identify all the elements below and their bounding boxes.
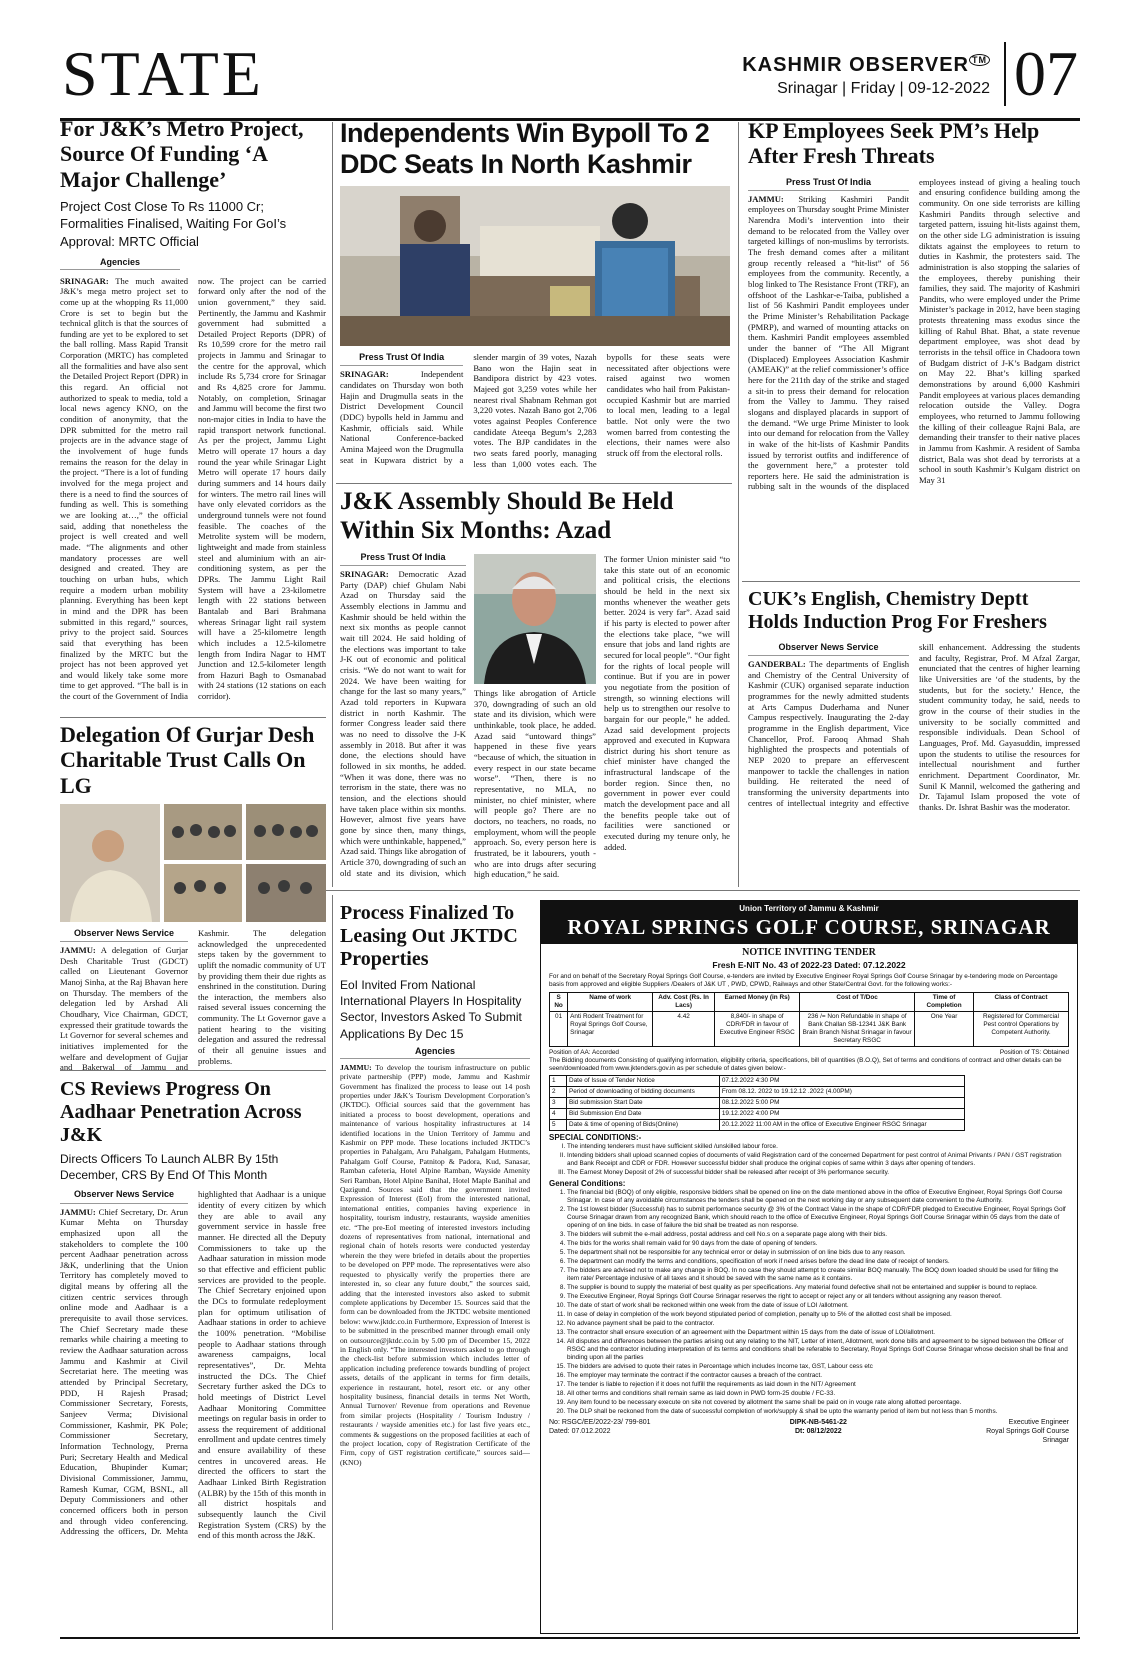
general-title: General Conditions: — [549, 1179, 626, 1189]
table-row: 01 Anti Rodent Treatment for Royal Springs Golf Course, Srinagar 4.42 8,840/- in shape of CDR/FDR in favour of Executive Engineer RSGC 236 /= Non Refundable in shape of Bank Challan SB-12341 J&K Bank Brain Branch Nishat Srinagar in favour Secretary RSGC One Year Registered for Commercial Pest control Operations by Competent Authority. — [550, 1012, 1069, 1047]
byline: Press Trust Of India — [340, 352, 463, 366]
list-item: 12. No advance payment shall be paid to the contractor. — [567, 1320, 1069, 1328]
column-divider — [332, 895, 333, 1630]
deck: Project Cost Close To Rs 11000 Cr; Formalities Finalised, Waiting For GoI’s Approval: MRTC Official — [60, 198, 287, 249]
list-item: 20. The DLP shall be reckoned from the date of successful completion of work/supply & shall be upto the warranty period of item but not less than 5 months. — [567, 1408, 1069, 1416]
dateline: SRINAGAR: — [60, 275, 109, 286]
article-bypoll — [340, 118, 730, 477]
headline: Process Finalized To Leasing Out JKTDC Properties — [340, 902, 518, 970]
position-ts: Position of TS: Obtained — [999, 1049, 1069, 1057]
headline: Independents Win Bypoll To 2 DDC Seats In North Kashmir — [340, 118, 710, 180]
list-item: 4. The bids for the works shall remain valid for 90 days from the date of opening of tenders. — [567, 1240, 1069, 1248]
article-body: Press Trust Of India JAMMU: Striking Kashmiri Pandit employees on Thursday sought Prime Minister Narendra Modi’s intervention into their demand to be relocated from the Valley over targeted killings of non-muslims by terrorists. The fresh demand comes after a militant group recently released a “hit-list” of 56 employees from the community. Recently, a blog linked to The Resistance Front (TRF), an offshoot of the Lashkar-e-Taiba, published a list of 56 Kashmiri Pandit employees under the Prime Minister’s Rehabilitation Package (PMRP), and warned of mounting attacks on them. Kashmiri Pandit employees assembled under the banner of “The All Migrant (Displaced) Employees Association Kashmir (AMEAK)” at the relief commissioner’s office here for the 211th day of the strike and staged a sit-in to press their demand for relocation from the Valley to Jammu. They raised slogans and displayed placards in support of the demand. “We urge Prime Minister to look into our demand for relocation from the Valley in wake of the hit-lists of Kashmir Pandits issued by terrorist outfits and indifference of the government here,” a protester told reporters here. He said the administration is rubbing salt in the wounds of the displaced employees instead of giving a healing touch and ensuring confidence building among the community. On one side terrorists are killing Kashmiri Pandits through selective and targeted pattern, issuing hit-lists against them, on the other side LG administration is issuing diktats against the employees to return to duties in Kashmir, the protesters said. The administration is also stopping the salaries of the employees, thereby punishing their families, they said. The majority of Kashmiri Pandits, who were employed under the Prime Minister’s package in 2012, have been staging protests threatening mass exodus since the killing of Rahul Bhat. Bhat, a state revenue department employee, was shot dead by terrorists in the tehsil office in Chadoora town of Budgam district of J-K’s Badgam district on May 22. Bhat’s killing sparked demonstrations by around 6,000 Kashmiri Pandit employees at various places demanding relocation outside the Valley. Dogra employees, who returned to Jammu following the killing of their colleague Rajni Bala, are demanding their transfer to their native places in Jammu from Kashmir. A resident of Samba district, Bala was shot dead by terrorists at a school in south Kashmir’s Kulgam district on May 31 — [748, 176, 1080, 492]
table-row: 3 Bid submission Start Date 08.12.2022 5:00 PM — [550, 1098, 965, 1109]
azad-photo — [474, 554, 596, 684]
tender-notice — [540, 900, 1078, 1634]
signatory-place: Srinagar — [1042, 1436, 1069, 1444]
list-item: 3. The bidders will submit the e-mail address, postal address and cell No.s on a separate page along with their bids. — [567, 1231, 1069, 1239]
row-divider — [60, 717, 326, 718]
article-jktdc — [340, 902, 530, 1593]
byline: Observer News Service — [748, 642, 909, 656]
list-item: 13. The contractor shall ensure execution of an agreement with the Department within 15 days from the date of issue of LOI/allotment. — [567, 1329, 1069, 1337]
article-body: Observer News Service JAMMU: Chief Secretary, Dr. Arun Kumar Mehta on Thursday emphasized upon all the stakeholders to complete the 100 percent Aadhaar penetration across J&K, underlining that the Union Territory has completely moved to digital means by offering all the citizen centric services through online mode and Aadhaar is a prerequisite to avail those services. The Chief Secretary made these remarks while chairing a meeting to review the Aadhaar saturation across Jammu and Kashmir at Civil Secretariat here. The meeting was attended by Principal Secretary, PDD, H Rajesh Prasad; Commissioner Secretary, Forests, Sanjeev Verma; Divisional Commissioner, Kashmir, PK Pole; Commissioner Secretary, Information Technology, Prerna Puri; Secretary Health and Medical Education, Bhupinder Kumar; Divisional Commissioner, Jammu, Ramesh Kumar, CGM, BSNL, all Deputy Commissioners and other concerned officers both in person and through video conferencing. Addressing the officers, Dr. Mehta highlighted that Aadhaar is a unique identity of every citizen by which they are able to avail any government service in hassle free manner. He directed all the Deputy Commissioners to take up the Aadhaar saturation in mission mode so that effective and efficient public services are provided to the people. The Chief Secretary enjoined upon the DCs to formulate redeployment plan for optimum utilisation of Aadhaar stations in order to achieve the 100% penetration. “Mobilise people to Aadhaar stations through awareness campaigns, local representatives”, Dr. Mehta instructed the DCs. The Chief Secretary further asked the DCs to hold meetings of District Level Aadhaar Monitoring Committee meetings on regular basis in order to assess the requirement of additional enrollment and update centres timely and ensure availability of these centres in uncovered areas. He directed the officers to start the Aadhaar Linked Birth Registration (ALBR) by the 15th of this month in all district hospitals and subsequently launch the Civil Registration System (CRS) by the end of this month across the J&K. — [60, 1189, 326, 1541]
section-title: STATE — [62, 38, 264, 109]
dipk-no: DIPK-NB-5461-22 — [789, 1419, 847, 1427]
article-body-col2: Things like abrogation of Article 370, downgrading of such an old state and its division, which were unthinkable, took place, he added. Azad said “untoward things” happened in these five years “because of which, the situation in every respect in our state became worse”. “Then, there is no representative, no MLA, no minister, no chief minister, where will people go? There are no doctors, no teachers, no roads, no employment, whom will the people approach. So, every person here is frustrated, be it labourers, youth - who are into drugs after securing high education,” he said. — [474, 688, 596, 880]
list-item: 1. The financial bid (BOQ) of only eligible, responsive bidders shall be opened on line on the date mentioned above in the office of Executive Engineer, Royal Springs Golf Course Srinagar. In case of any avoidable circumstances the tenders shall be opened on the next working day or any subsequent date convenient to the Authority. — [567, 1189, 1069, 1205]
list-item: 5. The department shall not be responsible for any technical error or delay in submission of on line bids due to any reason. — [567, 1249, 1069, 1257]
dateline: SRINAGAR: — [340, 369, 389, 380]
article-gurjar — [60, 722, 326, 1080]
table-row: 5 Date & time of opening of Bids(Online) 20.12.2022 11:00 AM in the office of Executive Engineer RSGC Srinagar — [550, 1120, 965, 1131]
list-item: 10. The date of start of work shall be reckoned within one week from the date of issue of LOI /allotment. — [567, 1302, 1069, 1310]
headline: Delegation Of Gurjar Desh Charitable Trust Calls On LG — [60, 722, 315, 798]
article-body: Observer News Service GANDERBAL: The departments of English and Chemistry of the Central University of Kashmir (CUK) organised separate induction programmes for the newly admitted students at Arts Campus Duderhama and Nuner Campus respectively. Inaugurating the 2-day programme in the English department, Vice Chancellor, Prof. Farooq Ahmad Shah highlighted the prospects and potentials of NEP 2020 to prepare an effervescent manpower to tackle the challenges in nation building. He reiterated the need of transforming the university departments into centres of intellectual integrity and effective skill enhancement. Addressing the students and faculty, Registrar, Prof. M Afzal Zargar, enunciated that the centres of higher learning like Universities are ‘of the students, by the students, but for the society.’ Hence, the student community today, he said, needs to grow in the course of their studies in the university to be socially committed and responsible individuals. Dean School of Languages, Prof. Md. Gayasuddin, impressed upon the students to utilise the resources for intellectual nourishment and further enrichment. Department Coordinator, Mr. Sunil K Mannil, welcomed the gathering and Dr. Tajamul Islam proposed the vote of thanks. Dr. Ishrat Bashir was the moderator. — [748, 642, 1080, 812]
dateline: JAMMU: — [60, 945, 96, 956]
tender-subtitle: NOTICE INVITING TENDER — [742, 947, 876, 959]
byline: Press Trust Of India — [340, 552, 466, 566]
special-conditions — [549, 1143, 1069, 1177]
table-row: 1 Date of Issue of Tender Notice 07.12.2022 4:30 PM — [550, 1076, 965, 1087]
byline: Agencies — [340, 1046, 530, 1059]
byline: Press Trust Of India — [748, 177, 909, 191]
signatory-org: Royal Springs Golf Course — [986, 1428, 1069, 1436]
signatory-title: Executive Engineer — [1008, 1419, 1069, 1427]
ref-date: Dated: 07.012.2022 — [549, 1428, 611, 1436]
dipk-date: Dt: 08/12/2022 — [794, 1428, 842, 1436]
list-item: 9. The Executive Engineer, Royal Springs Golf Course Srinagar reserves the right to accept or reject any or all tenders without assigning any reason thereof. — [567, 1293, 1069, 1301]
list-item: I. The intending tenderers must have sufficient skilled /unskilled labour force. — [567, 1143, 1069, 1151]
list-item: II. Intending bidders shall upload scanned copies of documents of valid Registration card of the concerned Department for pest control of Animal Privants / PAN / GST registration and Bank Receipt and CDR or FDR. However successful bidder shall produce the original copies of same within 3 days after opening of tenders. — [567, 1152, 1069, 1168]
article-body: Observer News Service JAMMU: A delegation of Gurjar Desh Charitable Trust (GDCT) called on Lieutenant Governor Manoj Sinha, at the Raj Bhavan here on Thursday. The members of the delegation led by Arshad Ali Choudhary, Vice Chairman, GDCT, expressed their gratitude towards the Lt Governor for several schemes and initiatives implemented for the welfare and development of Gujjar and Bakerwal of Jammu and Kashmir. The delegation acknowledged the unprecedented steps taken by the government to uplift the nomadic community of UT by providing them their due rights as enshrined in the constitution. During the interaction, the members also raised several issues concerning the community. The Lt Governor gave a patient hearing to the visiting delegation and assured the redressal of their all genuine issues and problems. — [60, 927, 326, 1073]
list-item: 11. In case of delay in completion of the work beyond stipulated period of completion, penalty up to 5% of the allotted cost shall be imposed. — [567, 1311, 1069, 1319]
delegation-photo — [60, 804, 326, 922]
dateline: JAMMU: — [340, 1062, 372, 1072]
row-divider — [336, 483, 732, 484]
article-kp — [748, 118, 1080, 577]
trademark-icon: TM — [969, 54, 990, 66]
article-cuk — [748, 588, 1080, 882]
dateline: Srinagar | Friday | 09-12-2022 — [777, 80, 990, 97]
position-aa: Position of AA: Accorded — [549, 1049, 619, 1057]
bidding-docs: The Bidding documents Consisting of qualifying information, eligibility criteria, specifications, bill of quantities (B.O.Q), Set of terms and conditions of contract and other details can be seen/downloaded from www.jktenders.gov.in as per schedule of dates given below:- — [549, 1057, 1062, 1073]
list-item: 8. The supplier is bound to supply the material of best quality as per specifications. Any material found defective shall not be entertained and supplier is bound to replace. — [567, 1284, 1069, 1292]
article-body: Press Trust Of India SRINAGAR: Independent candidates on Thursday won both Hajin and Drugmulla seats in the District Development Council (DDC) bypolls held in Jammu and Kashmir, officials said. While National Conference-backed Amina Majeed won the Drugmulla seat in Kupwara district by a slender margin of 39 votes, Nazah Bano won the Hajin seat in Bandipora district by 423 votes. Majeed got 3,259 votes while her nearest rival Shabnam Rehman got 3,220 votes. Nazah Bano got 2,706 votes against Peoples Conference candidate Ateeqa Begum’s 2,283 votes. The BJP candidates in the two seats fared poorly, managing less than 1,000 votes each. The bypolls for these seats were necessitated after objections were raised against two women candidates who hail from Pakistan-occupied Kashmir but are married to local men, leading to a legal battle. Not only were the two women barred from contesting the elections, their names were also struck off from the electoral rolls. — [340, 352, 730, 469]
page-number: 07 — [1004, 42, 1078, 106]
list-item: 15. The bidders are advised to quote their rates in Percentage which includes Income tax, GST, Labour cess etc — [567, 1363, 1069, 1371]
column-divider — [332, 122, 333, 887]
ref-no: No: RSGC/EE/2022-23/ 799-801 — [549, 1419, 651, 1427]
portrait-photo — [474, 554, 596, 684]
list-item: 17. The tender is liable to rejection if it does not fulfill the requirements as laid down in the NIT/ Agreement — [567, 1381, 1069, 1389]
list-item: 19. Any item found to be necessary execute on site not covered by allotment the same shall be paid on in vouge rate along allotted percentage. — [567, 1399, 1069, 1407]
footer-rule — [60, 1637, 1080, 1639]
dateline: JAMMU: — [60, 1206, 96, 1217]
headline: For J&K’s Metro Project, Source Of Funding ‘A Major Challenge’ — [60, 116, 304, 192]
list-item: 16. The employer may terminate the contract if the contractor causes a breach of the contract. — [567, 1372, 1069, 1380]
deck: Directs Officers To Launch ALBR By 15th December, CRS By End Of This Month — [60, 1152, 279, 1183]
counting-photo — [340, 186, 730, 346]
tender-intro: For and on behalf of the Secretary Royal Springs Golf Course, e-tenders are invited by Executive Engineer Royal Springs Golf Course Srinagar by e-tendering mode on Percentage basis from approved and eligible Suppliers /Dealers of J&K UT , PWD, CPWD, Railways and other State/Central Govt. for the following works:- — [549, 973, 1058, 989]
special-title: SPECIAL CONDITIONS:- — [549, 1133, 642, 1143]
headline: CS Reviews Progress On Aadhaar Penetration Across J&K — [60, 1078, 302, 1146]
byline: Agencies — [60, 257, 180, 270]
headline: CUK’s English, Chemistry Deptt Holds Induction Prog For Freshers — [748, 588, 1047, 633]
tender-title: ROYAL SPRINGS GOLF COURSE, SRINAGAR — [567, 915, 1051, 939]
article-body: SRINAGAR: The much awaited J&K’s mega metro project set to come up at the whopping Rs 11,000 Crore is set to begin but the technical glitch is that the sources of funding are yet to be explored to set the ball rolling. Mass Rapid Transit Corporation (MRTC) has completed all the formalities and have also sent the Detailed Project Report (DPR) in this regard. An official not authorized to speak to media, told a local news agency KNO, on the condition of anonymity, that the DPR submitted for the metro rail projects are in the advance stage of the involvement of huge funds remains the reason for the delay in the project. “There is a lot of funding involved for the mega project and there is a need to find the sources of funding as well. This is something we are looking at…,” the official said, adding that nonetheless the project is well created and well made. “The alignments and other mandatory processes are well designed and created. They are touching on urban hubs, which require a modern urban mobility planning. Everything has been kept in mind and the DPR has been submitted in this regard,” sources, privy to the project said. Sources said that everything has been finalized by the MRTC but the project has not been approved yet and would likely take some more time to get approved. “The ball is in the court of the Government of India now. The project can be carried forward only after the nod of the union government,” they said. Pertinently, the Jammu and Kashmir government had submitted a Detailed Project Reports (DPR) of Rs 10,599 crore for the metro rail projects in Jammu and Srinagar to the centre for the approval, which include Rs 5,734 crore for Srinagar and Rs 4,825 crore for Jammu. Notably, on completion, Srinagar and Jammu will become the first two non-major cities in India to have the rapid transport network functional. As per the project, Jammu Light Metro will operate 17 hours a day round the year while Srinagar Light Metro will operate 17 hours daily during summers and 14 hours daily for winters. The metro rail lines will have only elevated corridors as the underground tunnels were not found feasible. The coaches of the Metrolite system will be modern, lightweight and made from stainless steel and aluminium with an air-conditioning system, as per the DPRs. The Jammu Light Rail System will have a 23-kilometre length with 22 stations between Bantalab and Bari Brahmana whereas Srinagar light rail system will have a 25-kilometre length which includes a 12.5-kilometre length from Indira Nagar to HMT Junction and 12.5-kilometer length from Hazuri Bagh to Osmanabad with 24 stations (12 stations on each corridor). — [60, 275, 326, 702]
list-item: 6. The department can modify the terms and conditions, specification of work if need arises before the dead line date of receipt of tenders. — [567, 1258, 1069, 1266]
dateline: SRINAGAR: — [340, 569, 389, 580]
delegation-photos — [60, 804, 326, 922]
row-divider — [742, 581, 1080, 582]
list-item: 14. All disputes and differences between the parties arising out any relating to the NIT, Letter of intent, Allotment, work done bills and agreement to be signed between the Officer of RSGC and the contractor including interpretation of its terms and conditions shall be referable to Secretary, Royal Springs Golf Course Srinagar whose decision shall be final and binding upon all the parties — [567, 1338, 1069, 1362]
list-item: III. The Earnest Money Deposit of 2% of successful bidder shall be released after receipt of 3% performance security. — [567, 1169, 1069, 1177]
list-item: 2. The 1st lowest bidder (Successful) has to submit performance security @ 3% of the Contract Value in the shape of CDR/FDR pledged to Executive Engineer, Royal Springs Golf Course Srinagar drawn from any recognized Bank, which should reach to the office of Executive Engineer, Royal Springs Golf Course Srinagar within 05 days from the date of opening of on line bids. In case of failure the bid shall be treated as non response. — [567, 1206, 1069, 1230]
deck: EoI Invited From National International Players In Hospitality Sector, Investors Asked To Submit Applications By Dec 15 — [340, 978, 522, 1041]
schedule-table — [549, 1075, 965, 1131]
table-row: 2 Period of downloading of bidding documents From 08.12. 2022 to 19.12.12 .2022 (4.00PM) — [550, 1087, 965, 1098]
polling-photo — [340, 186, 730, 346]
article-azad — [340, 488, 730, 880]
masthead — [742, 54, 990, 98]
headline: KP Employees Seek PM’s Help After Fresh Threats — [748, 118, 1040, 169]
general-conditions — [549, 1189, 1069, 1416]
tender-ut: Union Territory of Jammu & Kashmir — [739, 904, 879, 913]
list-item: 7. The bidders are advised not to make any change in BOQ. In no case they should attempt to create similar BOQ manually. The BOQ down loaded should be used for filling the item rate/ Percentage inclusive of all taxes and it should be saved with the same name as it contains. — [567, 1267, 1069, 1283]
article-body-col1: Press Trust Of India SRINAGAR: Democratic Azad Party (DAP) chief Ghulam Nabi Azad on Thursday said the Assembly elections in Jammu and Kashmir should be held within the next six months as people cannot wait till 2024. He said holding of the elections was important to take J-K out of economic and political crisis. “We do not want to wait for 2024. We have been waiting for change for the last so many years,” Azad told reporters in Kupwara district in north Kashmir. The former Congress leader said there was no need to dissolve the J-K assembly in 2018. But after it was done, the elections should have followed in six months, he added. “When it was done, there was no terrorism in the state, there was no tension, and the elections should have taken place within six months. However, almost five years have gone by since then, many things, which were unthinkable, happened,” Azad said. Things like abrogation of Article 370, downgrading of such an old state and its division, which — [340, 552, 466, 878]
article-body-col3: The former Union minister said “to take this state out of an economic and political crisis, the elections should be held in the next six months whenever the weather gets better. 2024 is very far”. Azad said if his party is elected to power after the elections take place, “we will ensure that jobs and land rights are secured for local people”. “Our fight for the rights of local people will continue. But if you are in power you negotiate from the position of strength, so winning elections will help us to strengthen our resolve to bargain for our people,” he added. Azad said development projects approved and executed in Kupwara district during his short tenure as chief minister have changed the infrastructural landscape of the border region. Since then, no government in power ever could match the development pace and all the benefits people take out of facilities were sanctioned or executed during my tenure only, he added. — [604, 554, 730, 852]
dateline: GANDERBAL: — [748, 659, 806, 670]
works-table: S No Name of work Adv. Cost (Rs. In Lacs) Earned Money (in Rs) Cost of T/Doc Time of Completion Class of Contract 01 Anti Rodent Treatment for Royal Springs Golf Course, Srinagar 4.42 8,840/- in shape of CDR/FDR in favour of Executive Engineer RSGC 236 /= Non Refundable in shape of Bank Challan SB-12341 J&K Bank Brain Branch Nishat Srinagar in favour Secretary RSGC One Year Registered for Commercial Pest control Operations by Competent Authority. — [549, 992, 1069, 1047]
table-row: 4 Bid Submission End Date 19.12.2022 4:00 PM — [550, 1109, 965, 1120]
tender-enit: Fresh E-NIT No. 43 of 2022-23 Dated: 07.12.2022 — [712, 959, 906, 970]
article-cs — [60, 1078, 326, 1629]
article-metro — [60, 118, 326, 716]
article-body: JAMMU: To develop the tourism infrastructure on public private partnership (PPP) mode, Jammu and Kashmir Government has finalized the process to lease out 14 posh properties under J&K’s Tourism Development Corporation’s (JKTDC). Official sources said that the government has initiated a process to boost development, operations and maintenance of various hospitality infrastructures at 14 identified locations in the Union Territory of Jammu and Kashmir on PPP mode. These locations included JKTDC’s properties in Pahalgam, Aru Pahalgam, Pahalgam Hutments, Pahalgam Golf Course, Patnitop & Padora, Kud, Sanasar, Ramban cafeteria, Hotel Alpine Ramban, Wayside Amenity Seri Ramban, Hotel Alpine Banihal, Hotel Maple Banihal and Qazigund. Sources said that the government invited Expression of Interest (EoI) from the interested national, international entities, companies having experience in hospitality, tourism industry, restaurants, wayside amenities etc. “The pre-EoI meeting of interested investors including dozens of representatives from national, international and regional chain of hotels resorts were conducted yesterday wherein the they were briefed in details about the properties to be developed on PPP mode. The representatives were also requested to physically verify the properties there are interested in, so clear any future doubt,” the sources said, adding that the interested investors also asked to submit complete applications by December 15. Sources said that the form can be downloaded from the JKTDC website mentioned below: www.jktdc.co.in Furthermore, Expression of Interest is to be submitted in the prescribed manner through email only on outsource@jktdc.co.in by 5.00 pm of December 15, 2022 in English only. “The interested investors asked to go through the check-list before submission which includes letter of application including preference towards bundling of project assets, details of the applicant in terms for firm details, experience in restaurant, hotel, resort etc. or any other hospitality business, financial details in terms Net Worth, Annual Turnover/ Revenue from operations and Revenue from similar projects (Hospitality / Tourism Industry / restaurants / wayside amenities etc.) for last five years etc., comments & suggestions on the proposed facilities at each of the project location, copy of Registration Certificate of the Firm, copy of GST registration certificate,” sources said—(KNO) — [340, 1062, 530, 1467]
tender-banner — [541, 901, 1077, 944]
byline: Observer News Service — [60, 1189, 188, 1203]
paper-name: KASHMIR OBSERVER — [742, 54, 969, 76]
headline: J&K Assembly Should Be Held Within Six Months: Azad — [340, 488, 674, 544]
list-item: 18. All other terms and conditions shall remain same as laid down in PWD form-25 double / FC-33. — [567, 1390, 1069, 1398]
column-divider — [738, 122, 739, 887]
tender-footer — [549, 1419, 1069, 1445]
dateline: JAMMU: — [748, 193, 784, 204]
byline: Observer News Service — [60, 928, 188, 942]
